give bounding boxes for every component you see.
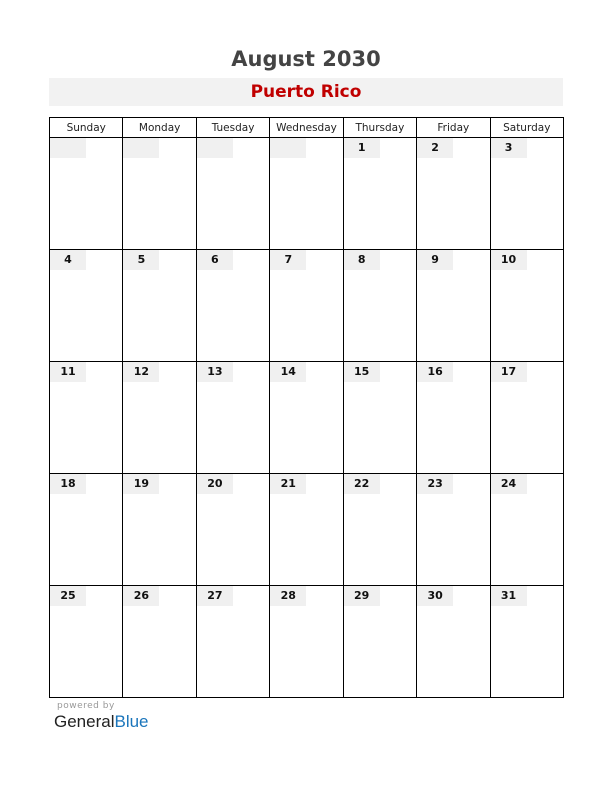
day-number: 19 bbox=[123, 474, 159, 494]
day-number bbox=[50, 138, 86, 158]
day-cell bbox=[343, 250, 416, 362]
day-cell bbox=[50, 586, 123, 698]
day-cell bbox=[343, 362, 416, 474]
day-number: 23 bbox=[417, 474, 453, 494]
generalblue-logo[interactable] bbox=[54, 712, 149, 732]
week-row bbox=[50, 586, 564, 698]
day-number bbox=[270, 138, 306, 158]
day-cell bbox=[343, 474, 416, 586]
day-cell bbox=[196, 362, 269, 474]
weekday-wednesday: Wednesday bbox=[270, 118, 343, 138]
day-cell bbox=[490, 138, 563, 250]
day-number: 30 bbox=[417, 586, 453, 606]
day-number: 29 bbox=[344, 586, 380, 606]
brand-blue: Blue bbox=[114, 712, 149, 731]
day-number: 15 bbox=[344, 362, 380, 382]
week-row bbox=[50, 250, 564, 362]
day-number: 25 bbox=[50, 586, 86, 606]
weekday-saturday: Saturday bbox=[490, 118, 563, 138]
day-cell bbox=[123, 362, 196, 474]
weekday-thursday: Thursday bbox=[343, 118, 416, 138]
day-cell bbox=[490, 474, 563, 586]
day-cell bbox=[123, 138, 196, 250]
day-cell bbox=[490, 250, 563, 362]
day-cell bbox=[123, 474, 196, 586]
day-number: 27 bbox=[197, 586, 233, 606]
calendar-grid bbox=[49, 117, 564, 698]
day-number: 7 bbox=[270, 250, 306, 270]
day-number: 13 bbox=[197, 362, 233, 382]
day-cell bbox=[123, 586, 196, 698]
day-number: 18 bbox=[50, 474, 86, 494]
brand-general: General bbox=[54, 712, 115, 731]
day-number: 14 bbox=[270, 362, 306, 382]
day-cell bbox=[196, 474, 269, 586]
day-number: 31 bbox=[491, 586, 527, 606]
day-number: 21 bbox=[270, 474, 306, 494]
weekday-monday: Monday bbox=[123, 118, 196, 138]
week-row bbox=[50, 138, 564, 250]
day-number: 28 bbox=[270, 586, 306, 606]
day-number: 5 bbox=[123, 250, 159, 270]
day-number: 10 bbox=[491, 250, 527, 270]
day-cell bbox=[196, 138, 269, 250]
day-cell bbox=[270, 474, 343, 586]
day-number bbox=[123, 138, 159, 158]
day-cell bbox=[417, 474, 490, 586]
day-cell bbox=[343, 138, 416, 250]
weekday-tuesday: Tuesday bbox=[196, 118, 269, 138]
day-cell bbox=[270, 586, 343, 698]
day-cell bbox=[343, 586, 416, 698]
day-number bbox=[197, 138, 233, 158]
day-number: 8 bbox=[344, 250, 380, 270]
day-cell bbox=[417, 586, 490, 698]
day-number: 4 bbox=[50, 250, 86, 270]
day-cell bbox=[270, 362, 343, 474]
day-number: 1 bbox=[344, 138, 380, 158]
day-cell bbox=[417, 138, 490, 250]
day-cell bbox=[50, 362, 123, 474]
day-cell bbox=[270, 250, 343, 362]
day-cell bbox=[270, 138, 343, 250]
day-cell bbox=[417, 362, 490, 474]
day-number: 16 bbox=[417, 362, 453, 382]
day-cell bbox=[123, 250, 196, 362]
day-number: 12 bbox=[123, 362, 159, 382]
day-cell bbox=[490, 586, 563, 698]
day-cell bbox=[50, 138, 123, 250]
day-number: 6 bbox=[197, 250, 233, 270]
day-cell bbox=[196, 586, 269, 698]
weekday-header-row bbox=[50, 118, 564, 138]
day-number: 17 bbox=[491, 362, 527, 382]
week-row bbox=[50, 474, 564, 586]
day-number: 3 bbox=[491, 138, 527, 158]
day-number: 26 bbox=[123, 586, 159, 606]
day-number: 11 bbox=[50, 362, 86, 382]
day-cell bbox=[196, 250, 269, 362]
week-row bbox=[50, 362, 564, 474]
day-number: 2 bbox=[417, 138, 453, 158]
day-cell bbox=[417, 250, 490, 362]
day-number: 22 bbox=[344, 474, 380, 494]
page-title: August 2030 bbox=[231, 47, 381, 71]
day-cell bbox=[490, 362, 563, 474]
powered-by-text: powered by bbox=[57, 701, 115, 711]
day-number: 20 bbox=[197, 474, 233, 494]
weekday-friday: Friday bbox=[417, 118, 490, 138]
day-cell bbox=[50, 474, 123, 586]
day-number: 24 bbox=[491, 474, 527, 494]
day-cell bbox=[50, 250, 123, 362]
weekday-sunday: Sunday bbox=[50, 118, 123, 138]
region-subtitle: Puerto Rico bbox=[49, 78, 563, 106]
day-number: 9 bbox=[417, 250, 453, 270]
